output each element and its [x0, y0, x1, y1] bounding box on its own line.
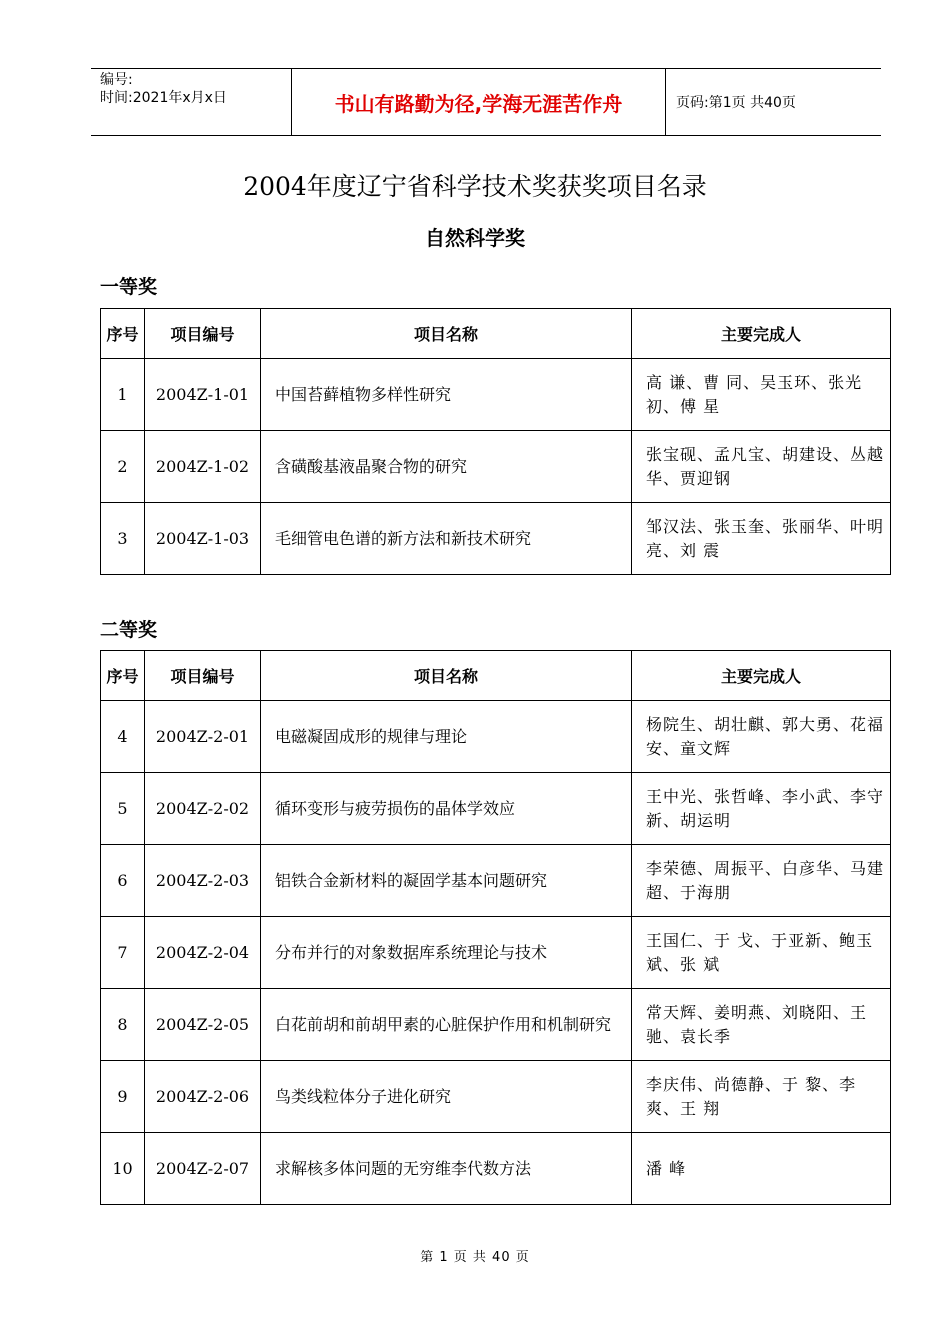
- header-motto: 书山有路勤为径,学海无涯苦作舟: [292, 69, 666, 135]
- col-people: 主要完成人: [632, 651, 891, 701]
- col-name: 项目名称: [261, 651, 632, 701]
- row-people: 李荣德、周振平、白彦华、马建超、于海朋: [632, 845, 891, 917]
- col-code: 项目编号: [145, 651, 261, 701]
- first-prize-table: [100, 308, 891, 575]
- table-row: [101, 503, 891, 575]
- row-people: 张宝砚、孟凡宝、胡建设、丛越华、贾迎钢: [632, 431, 891, 503]
- row-name: 鸟类线粒体分子进化研究: [261, 1061, 632, 1133]
- table-row: [101, 1133, 891, 1205]
- row-code: 2004Z-2-04: [145, 917, 261, 989]
- table-row: [101, 773, 891, 845]
- number-label: 编号:: [100, 72, 133, 88]
- row-name: 铝铁合金新材料的凝固学基本问题研究: [261, 845, 632, 917]
- second-prize-heading: 二等奖: [100, 619, 158, 641]
- row-seq: 1: [101, 359, 145, 431]
- row-code: 2004Z-2-06: [145, 1061, 261, 1133]
- row-name: 求解核多体问题的无穷维李代数方法: [261, 1133, 632, 1205]
- first-prize-heading: 一等奖: [100, 276, 158, 298]
- header-meta: [91, 69, 292, 135]
- col-seq: 序号: [101, 651, 145, 701]
- row-seq: 6: [101, 845, 145, 917]
- header-page-info: 页码:第1页 共40页: [676, 95, 796, 111]
- table-row: [101, 917, 891, 989]
- row-code: 2004Z-1-02: [145, 431, 261, 503]
- row-seq: 2: [101, 431, 145, 503]
- row-people: 潘 峰: [632, 1133, 891, 1205]
- row-code: 2004Z-2-02: [145, 773, 261, 845]
- second-prize-table: [100, 650, 891, 1205]
- row-people: 常天辉、姜明燕、刘晓阳、王 驰、袁长季: [632, 989, 891, 1061]
- document-header: [91, 68, 881, 136]
- col-seq: 序号: [101, 309, 145, 359]
- row-name: 中国苔藓植物多样性研究: [261, 359, 632, 431]
- row-name: 含磺酸基液晶聚合物的研究: [261, 431, 632, 503]
- col-people: 主要完成人: [632, 309, 891, 359]
- table-header-row: [101, 651, 891, 701]
- row-code: 2004Z-1-03: [145, 503, 261, 575]
- row-seq: 3: [101, 503, 145, 575]
- row-code: 2004Z-2-03: [145, 845, 261, 917]
- row-code: 2004Z-2-05: [145, 989, 261, 1061]
- row-people: 高 谦、曹 同、吴玉环、张光初、傅 星: [632, 359, 891, 431]
- page-subtitle: 自然科学奖: [425, 226, 525, 250]
- table-header-row: [101, 309, 891, 359]
- row-code: 2004Z-2-01: [145, 701, 261, 773]
- row-name: 循环变形与疲劳损伤的晶体学效应: [261, 773, 632, 845]
- row-people: 李庆伟、尚德静、于 黎、李 爽、王 翔: [632, 1061, 891, 1133]
- col-name: 项目名称: [261, 309, 632, 359]
- page-footer: 第 1 页 共 40 页: [420, 1250, 530, 1265]
- row-people: 邹汉法、张玉奎、张丽华、叶明亮、刘 震: [632, 503, 891, 575]
- row-code: 2004Z-1-01: [145, 359, 261, 431]
- row-name: 分布并行的对象数据库系统理论与技术: [261, 917, 632, 989]
- col-code: 项目编号: [145, 309, 261, 359]
- table-row: [101, 359, 891, 431]
- table-row: [101, 1061, 891, 1133]
- row-seq: 9: [101, 1061, 145, 1133]
- row-code: 2004Z-2-07: [145, 1133, 261, 1205]
- row-seq: 10: [101, 1133, 145, 1205]
- table-row: [101, 989, 891, 1061]
- row-people: 杨院生、胡壮麒、郭大勇、花福安、童文辉: [632, 701, 891, 773]
- row-seq: 7: [101, 917, 145, 989]
- row-name: 毛细管电色谱的新方法和新技术研究: [261, 503, 632, 575]
- table-row: [101, 431, 891, 503]
- row-seq: 4: [101, 701, 145, 773]
- row-name: 白花前胡和前胡甲素的心脏保护作用和机制研究: [261, 989, 632, 1061]
- row-seq: 5: [101, 773, 145, 845]
- row-seq: 8: [101, 989, 145, 1061]
- time-label: 时间:2021年x月x日: [100, 90, 227, 106]
- row-people: 王中光、张哲峰、李小武、李守新、胡运明: [632, 773, 891, 845]
- table-row: [101, 845, 891, 917]
- row-people: 王国仁、于 戈、于亚新、鲍玉斌、张 斌: [632, 917, 891, 989]
- table-row: [101, 701, 891, 773]
- page-title: 2004年度辽宁省科学技术奖获奖项目名录: [243, 172, 707, 201]
- row-name: 电磁凝固成形的规律与理论: [261, 701, 632, 773]
